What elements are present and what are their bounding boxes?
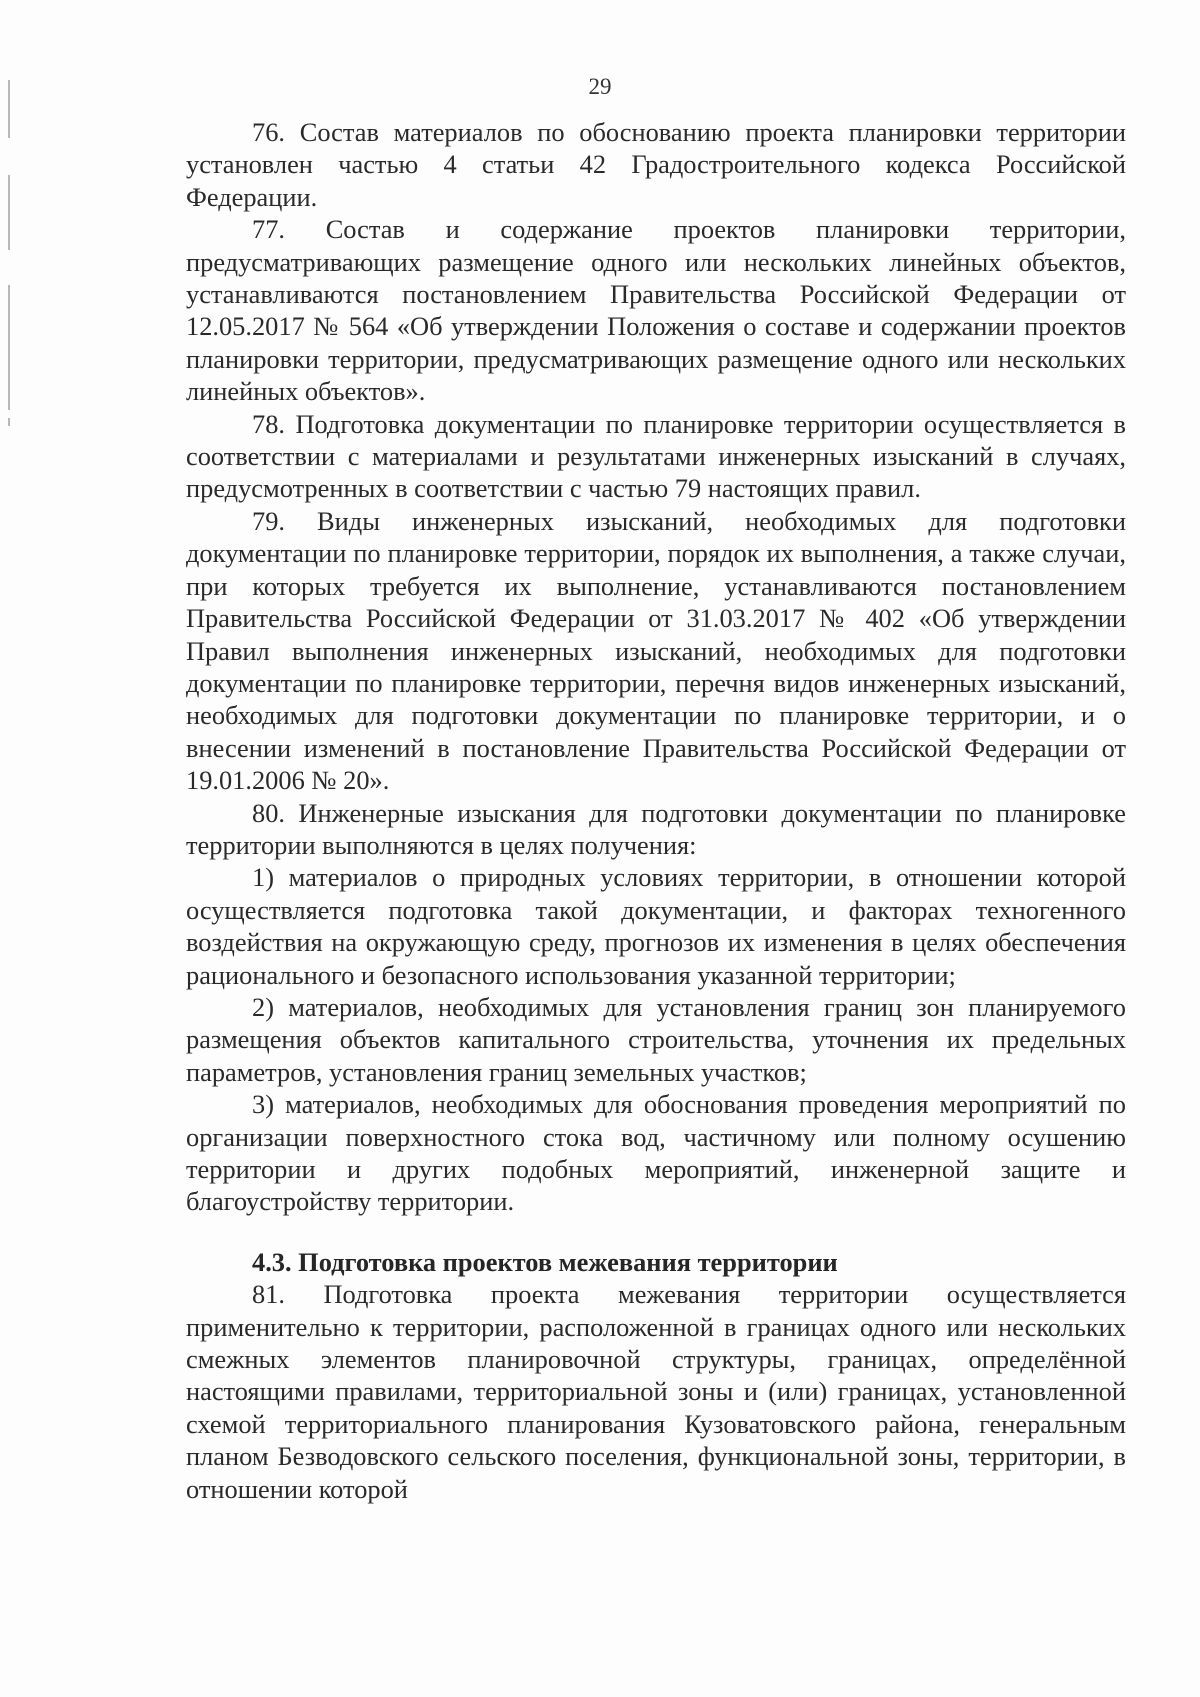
scan-edge-mark xyxy=(8,285,10,410)
list-item-1: 1) материалов о природных условиях территории, в отношении которой осуществляется подготовка такой документации, и факторах техногенного воздействия на окружающую среду, прогнозов их изменения в целях обеспечения рационального и безопасного использования указанной территории; xyxy=(186,862,1126,990)
paragraph-81: 81. Подготовка проекта межевания территории осуществляется применительно к территории, расположенной в границах одного или нескольких смежных элементов планировочной структуры, границах, определённой настоящими правилами, территориальной зоны и (или) границах, установленной схемой территориального планирования Кузоватовского района, генеральным планом Безводовского сельского поселения, функциональной зоны, территории, в отношении которой xyxy=(186,1279,1126,1504)
paragraph-79: 79. Виды инженерных изысканий, необходимых для подготовки документации по планировке территории, порядок их выполнения, а также случаи, при которых требуется их выполнение, устанавливаются постановлением Правительства Российской Федерации от 31.03.2017 № 402 «Об утверждении Правил выполнения инженерных изысканий, необходимых для подготовки документации по планировке территории, перечня видов инженерных изысканий, необходимых для подготовки документации по планировке территории, и о внесении изменений в постановление Правительства Российской Федерации от 19.01.2006 № 20». xyxy=(186,505,1126,796)
list-item-3: 3) материалов, необходимых для обоснования проведения мероприятий по организации поверхностного стока вод, частичному или полному осушению территории и других подобных мероприятий, инженерной защите и благоустройству территории. xyxy=(186,1089,1126,1217)
paragraph-76: 76. Состав материалов по обоснованию проекта планировки территории установлен частью 4 статьи 42 Градостроительного кодекса Российской Федерации. xyxy=(186,117,1126,212)
scan-edge-mark xyxy=(8,175,10,250)
section-heading: 4.3. Подготовка проектов межевания территории xyxy=(252,1246,838,1277)
paragraph-78: 78. Подготовка документации по планировке территории осуществляется в соответствии с материалами и результатами инженерных изысканий в случаях, предусмотренных в соответствии с частью 79 настоящих правил. xyxy=(186,408,1126,504)
page-number: 29 xyxy=(588,74,612,99)
body-text xyxy=(186,116,1126,1505)
scan-edge-mark xyxy=(8,418,10,426)
paragraph-77: 77. Состав и содержание проектов планировки территории, предусматривающих размещение одного или нескольких линейных объектов, устанавливаются постановлением Правительства Российской Федерации от 12.05.2017 № 564 «Об утверждении Положения о составе и содержании проектов планировки территории, предусматривающих размещение одного или нескольких линейных объектов». xyxy=(186,214,1126,407)
paragraph-80: 80. Инженерные изыскания для подготовки документации по планировке территории выполняются в целях получения: xyxy=(186,797,1126,860)
list-item-2: 2) материалов, необходимых для установления границ зон планируемого размещения объектов капитального строительства, уточнения их предельных параметров, установления границ земельных участков; xyxy=(186,991,1126,1087)
